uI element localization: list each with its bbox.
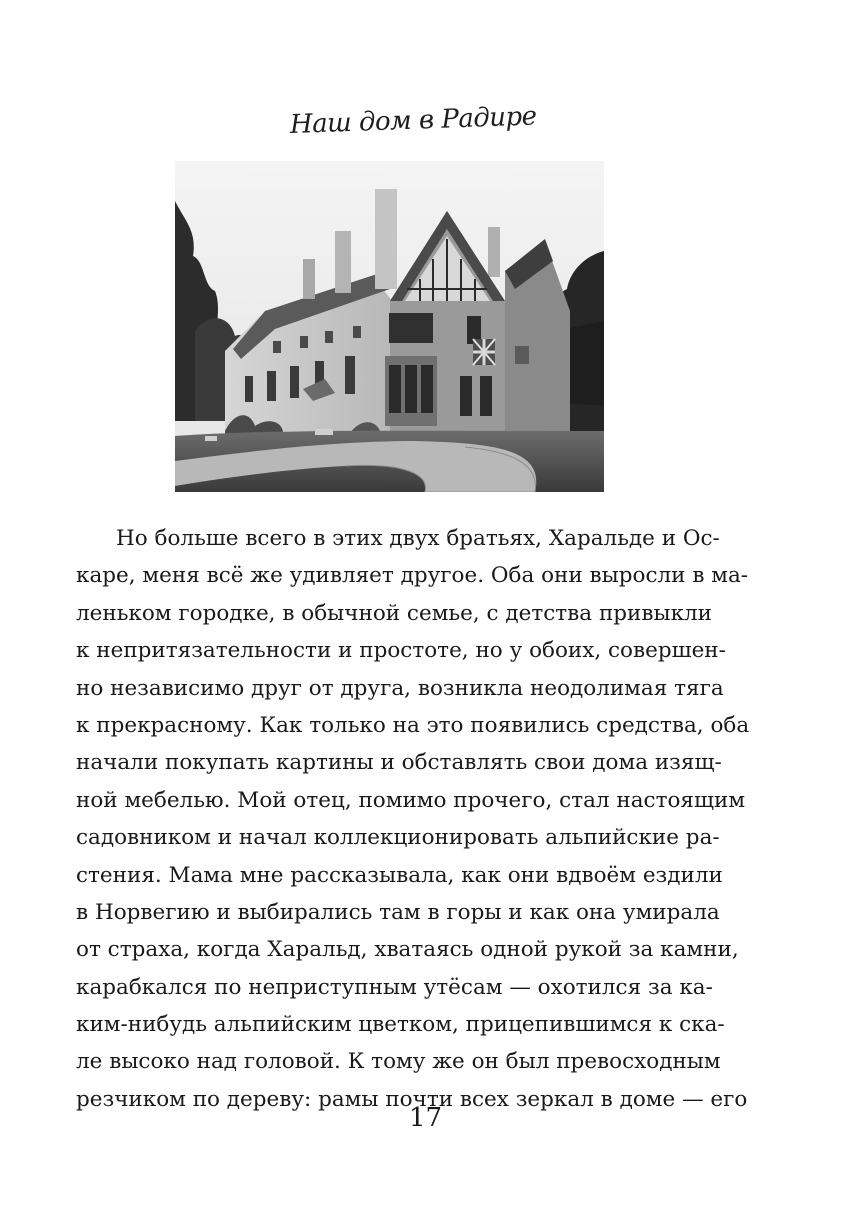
body-line: к прекрасному. Как только на это появились средства, оба <box>76 712 750 738</box>
body-line: но независимо друг от друга, возникла неодолимая тяга <box>76 675 724 701</box>
body-line: карабкался по неприступным утёсам — охотился за ка- <box>76 974 713 1000</box>
body-line: от страха, когда Харальд, хватаясь одной рукой за камни, <box>76 937 739 963</box>
body-line: каре, меня всё же удивляет другое. Оба они выросли в ма- <box>76 563 749 589</box>
house-photo-image <box>175 161 604 492</box>
body-line: ле высоко над головой. К тому же он был превосходным <box>76 1049 721 1075</box>
body-line: резчиком по дереву: рамы почти всех зеркал в доме — его <box>76 1086 748 1112</box>
body-line: ной мебелью. Мой отец, помимо прочего, стал настоящим <box>76 787 746 813</box>
body-line: стения. Мама мне рассказывала, как они вдвоём ездили <box>76 862 723 888</box>
body-line: Но больше всего в этих двух братьях, Харальде и Ос- <box>116 526 720 551</box>
body-line: леньком городке, в обычной семье, с детства привыкли <box>76 600 713 626</box>
body-line: ким-нибудь альпийским цветком, прицепившимся к ска- <box>76 1012 725 1038</box>
page-number: 17 <box>408 1103 443 1133</box>
photo-caption: Наш дом в Радире <box>289 101 538 140</box>
body-line: в Норвегию и выбирались там в горы и как она умирала <box>76 899 720 925</box>
body-line: начали покупать картины и обставлять свои дома изящ- <box>76 750 722 776</box>
body-text <box>76 520 750 1118</box>
house-photo <box>175 161 604 492</box>
body-line: к непритязательности и простоте, но у обоих, совершен- <box>76 638 726 664</box>
body-line: садовником и начал коллекционировать альпийские ра- <box>76 825 720 851</box>
